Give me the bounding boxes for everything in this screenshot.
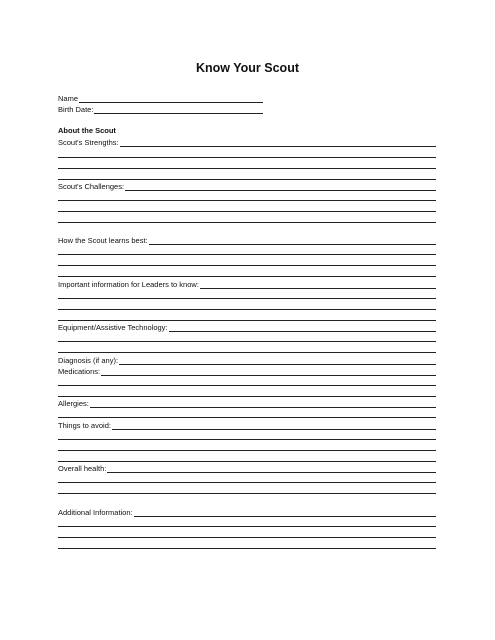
strengths-label: Scout's Strengths: [58, 138, 119, 147]
avoid-field[interactable] [58, 420, 436, 430]
name-label: Name [58, 94, 79, 103]
learns-best-line[interactable] [58, 265, 436, 266]
diagnosis-label: Diagnosis (if any): [58, 356, 119, 365]
equipment-line[interactable] [58, 341, 436, 342]
strengths-line[interactable] [58, 179, 436, 180]
allergies-line[interactable] [58, 417, 436, 418]
health-label: Overall health: [58, 464, 107, 473]
allergies-field[interactable] [58, 398, 436, 408]
diagnosis-blank[interactable] [119, 357, 436, 365]
leader-info-line[interactable] [58, 309, 436, 310]
medications-label: Medications: [58, 367, 101, 376]
medications-blank[interactable] [101, 368, 436, 376]
additional-info-label: Additional Information: [58, 508, 133, 517]
equipment-blank[interactable] [169, 324, 436, 332]
additional-info-line[interactable] [58, 548, 436, 549]
strengths-blank[interactable] [120, 139, 436, 147]
medications-field[interactable] [58, 366, 436, 376]
medications-line[interactable] [58, 385, 436, 386]
learns-best-line[interactable] [58, 276, 436, 277]
strengths-field[interactable] [58, 137, 436, 147]
birth-date-label: Birth Date: [58, 105, 94, 114]
learns-best-field[interactable] [58, 235, 436, 245]
learns-best-line[interactable] [58, 254, 436, 255]
avoid-line[interactable] [58, 461, 436, 462]
challenges-label: Scout's Challenges: [58, 182, 125, 191]
leader-info-field[interactable] [58, 279, 436, 289]
section-heading: About the Scout [58, 126, 116, 135]
challenges-line[interactable] [58, 211, 436, 212]
additional-info-field[interactable] [58, 507, 436, 517]
leader-info-line[interactable] [58, 298, 436, 299]
name-blank[interactable] [79, 95, 263, 103]
leader-info-line[interactable] [58, 320, 436, 321]
additional-info-blank[interactable] [134, 509, 436, 517]
health-blank[interactable] [107, 465, 436, 473]
name-field[interactable] [58, 93, 263, 103]
challenges-line[interactable] [58, 222, 436, 223]
challenges-field[interactable] [58, 181, 436, 191]
allergies-label: Allergies: [58, 399, 89, 408]
strengths-line[interactable] [58, 157, 436, 158]
equipment-line[interactable] [58, 352, 436, 353]
medications-line[interactable] [58, 396, 436, 397]
birth-date-field[interactable] [58, 104, 263, 114]
equipment-label: Equipment/Assistive Technology: [58, 323, 168, 332]
equipment-field[interactable] [58, 322, 436, 332]
avoid-label: Things to avoid: [58, 421, 111, 430]
birth-date-blank[interactable] [94, 106, 263, 114]
avoid-line[interactable] [58, 439, 436, 440]
leader-info-blank[interactable] [200, 281, 436, 289]
health-field[interactable] [58, 463, 436, 473]
form-title: Know Your Scout [195, 61, 299, 75]
additional-info-line[interactable] [58, 537, 436, 538]
avoid-line[interactable] [58, 450, 436, 451]
diagnosis-field[interactable] [58, 355, 436, 365]
learns-best-blank[interactable] [149, 237, 436, 245]
health-line[interactable] [58, 482, 436, 483]
strengths-line[interactable] [58, 168, 436, 169]
additional-info-line[interactable] [58, 526, 436, 527]
challenges-blank[interactable] [125, 183, 436, 191]
learns-best-label: How the Scout learns best: [58, 236, 148, 245]
health-line[interactable] [58, 493, 436, 494]
leader-info-label: Important information for Leaders to know: [58, 280, 199, 289]
avoid-blank[interactable] [112, 422, 436, 430]
challenges-line[interactable] [58, 200, 436, 201]
allergies-blank[interactable] [90, 400, 436, 408]
